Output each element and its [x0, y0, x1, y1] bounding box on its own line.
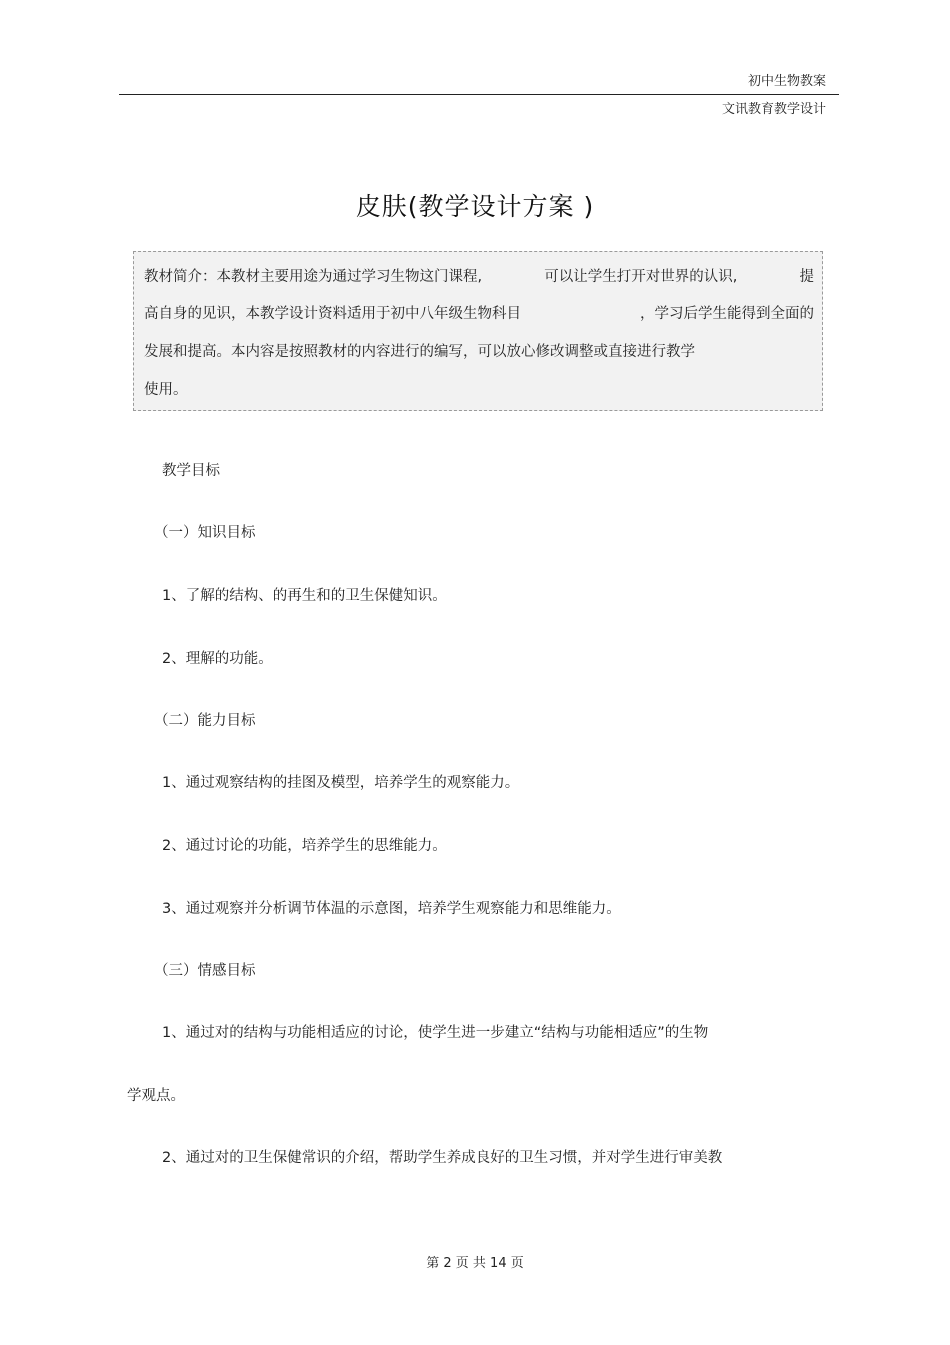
emotion-item-2: 2、通过对的卫生保健常识的介绍，帮助学生养成良好的卫生习惯，并对学生进行审美教 [162, 1150, 723, 1166]
intro-line-4: 使用。 [144, 382, 188, 398]
emotion-heading: （三）情感目标 [154, 963, 256, 979]
document-title: 皮肤(教学设计方案 ) [355, 192, 595, 221]
knowledge-item-1: 1、了解的结构、的再生和的卫生保健知识。 [162, 588, 447, 604]
header-category-label: 初中生物教案 [747, 74, 826, 89]
header-divider [119, 94, 839, 95]
intro-box [133, 251, 823, 411]
intro-line-1 [144, 265, 814, 286]
intro-line-2 [144, 302, 814, 323]
intro-line-1-part-a: 教材简介：本教材主要用途为通过学习生物这门课程, [144, 269, 483, 285]
knowledge-heading: （一）知识目标 [154, 525, 256, 541]
knowledge-item-2: 2、理解的功能。 [162, 651, 273, 667]
emotion-item-1: 1、通过对的结构与功能相适应的讨论，使学生进一步建立“结构与功能相适应”的生物 [162, 1025, 709, 1041]
ability-heading: （二）能力目标 [154, 713, 256, 729]
ability-item-1: 1、通过观察结构的挂图及模型，培养学生的观察能力。 [162, 775, 520, 791]
intro-line-1-part-b: 可以让学生打开对世界的认识, [544, 269, 738, 285]
intro-line-3: 发展和提高。本内容是按照教材的内容进行的编写，可以放心修改调整或直接进行教学 [144, 344, 695, 360]
page-number: 第 2 页 共 14 页 [426, 1256, 524, 1271]
intro-line-2-part-a: 高自身的见识，本教学设计资料适用于初中八年级生物科目 [144, 306, 521, 322]
header-source-label: 文讯教育教学设计 [721, 102, 826, 117]
intro-line-2-part-b: ，学习后学生能得到全面的 [640, 306, 814, 322]
ability-item-2: 2、通过讨论的功能，培养学生的思维能力。 [162, 838, 447, 854]
section-title: 教学目标 [162, 463, 220, 479]
emotion-item-1-continued: 学观点。 [127, 1088, 185, 1104]
intro-line-1-part-c: 提 [799, 269, 814, 285]
ability-item-3: 3、通过观察并分析调节体温的示意图，培养学生观察能力和思维能力。 [162, 901, 621, 917]
